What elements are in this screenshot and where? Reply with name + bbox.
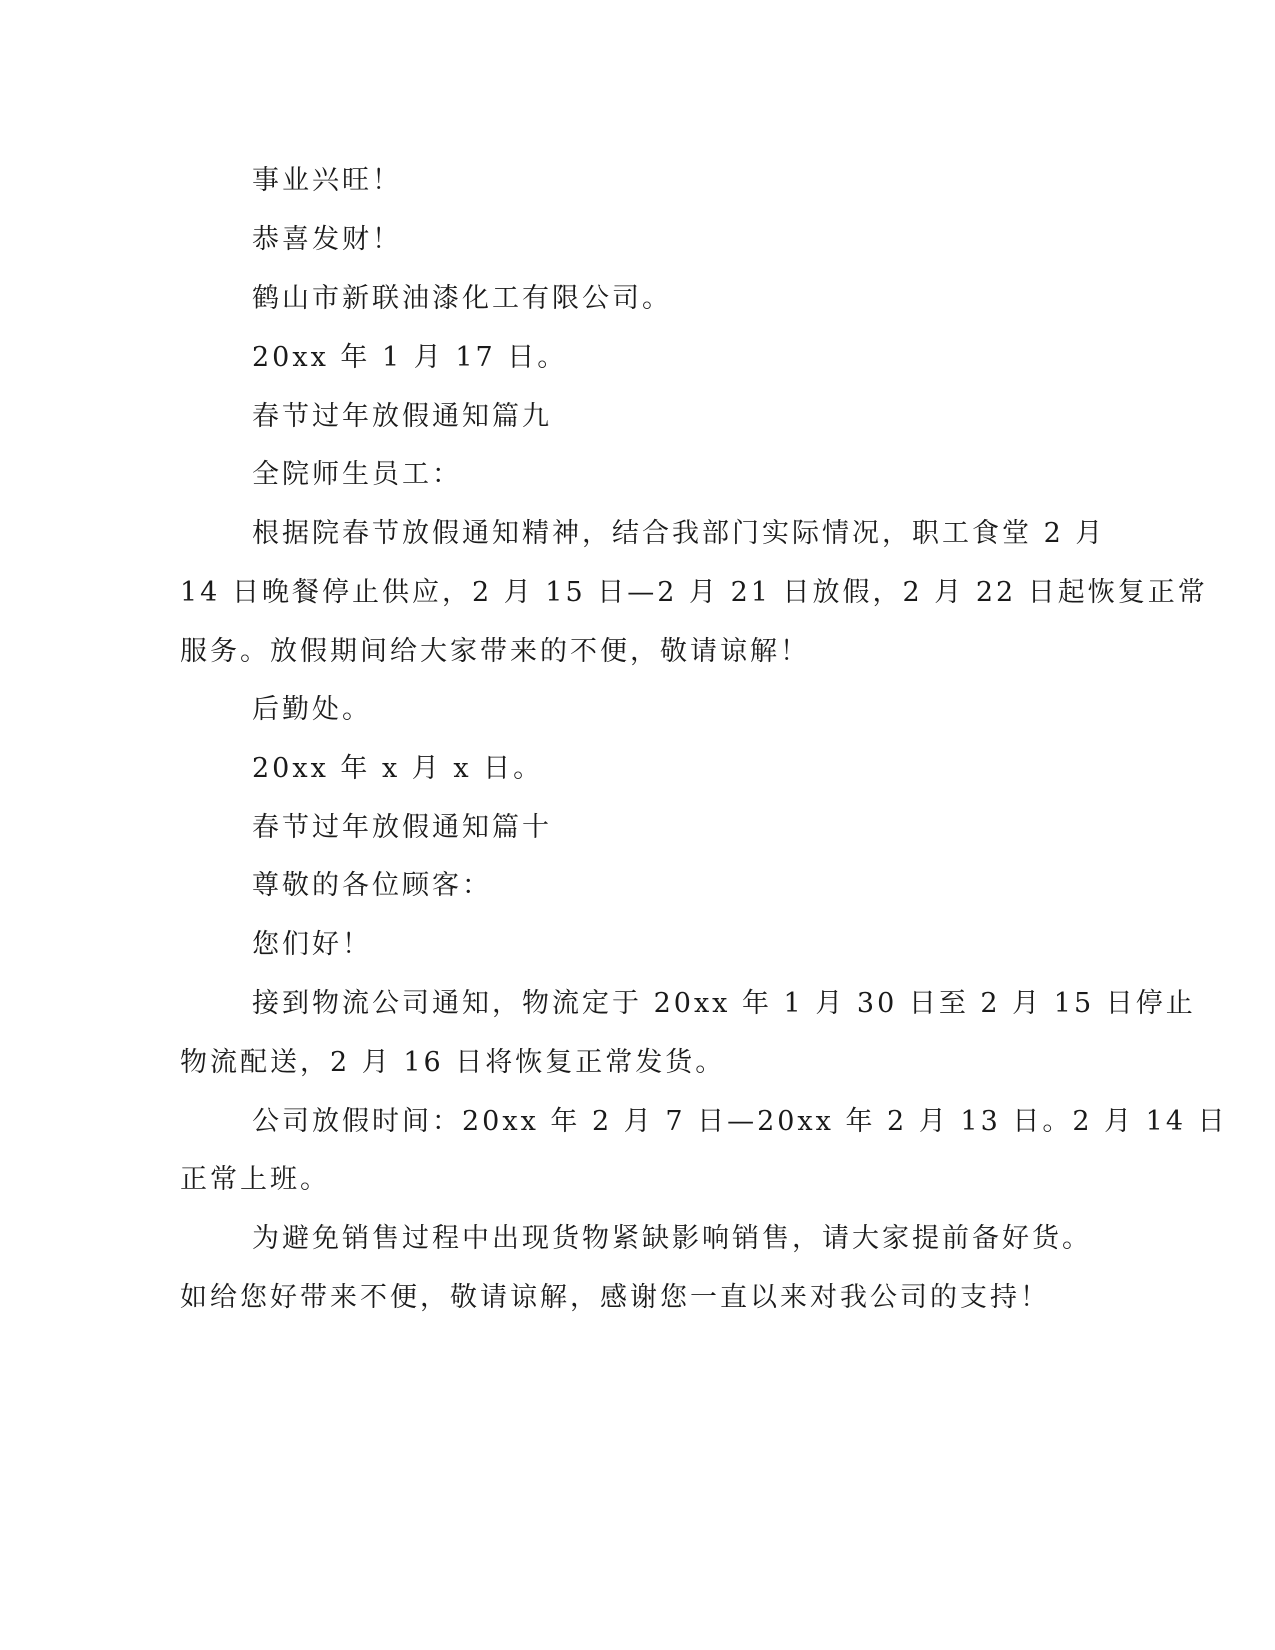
greeting-hello: 您们好！ [252,929,372,960]
paragraph-line: 根据院春节放假通知精神，结合我部门实际情况，职工食堂 2 月 [252,518,1106,549]
paragraph-line: 物流配送，2 月 16 日将恢复正常发货。 [180,1047,726,1078]
paragraph-line: 接到物流公司通知，物流定于 20xx 年 1 月 30 日至 2 月 15 日停止 [252,988,1196,1019]
section-title-nine: 春节过年放假通知篇九 [252,401,552,432]
paragraph-line: 如给您好带来不便，敬请谅解，感谢您一直以来对我公司的支持！ [180,1282,1050,1313]
salutation-staff: 全院师生员工： [252,459,462,490]
paragraph-line: 14 日晚餐停止供应，2 月 15 日—2 月 21 日放假，2 月 22 日起恢复正常 [180,577,1208,608]
paragraph-line: 服务。放假期间给大家带来的不便，敬请谅解！ [180,636,810,667]
paragraph-line: 为避免销售过程中出现货物紧缺影响销售，请大家提前备好货。 [252,1223,1092,1254]
company-signature: 鹤山市新联油漆化工有限公司。 [252,283,672,314]
notice-date: 20xx 年 1 月 17 日。 [252,342,568,373]
section-title-ten: 春节过年放假通知篇十 [252,812,552,843]
salutation-customers: 尊敬的各位顾客： [252,870,492,901]
greeting-business: 事业兴旺！ [252,165,402,196]
paragraph-line: 公司放假时间：20xx 年 2 月 7 日—20xx 年 2 月 13 日。2 月 14 日 [252,1106,1228,1137]
notice-date: 20xx 年 x 月 x 日。 [252,753,544,784]
paragraph-line: 正常上班。 [180,1164,330,1195]
greeting-fortune: 恭喜发财！ [252,224,402,255]
department-signature: 后勤处。 [252,694,372,725]
